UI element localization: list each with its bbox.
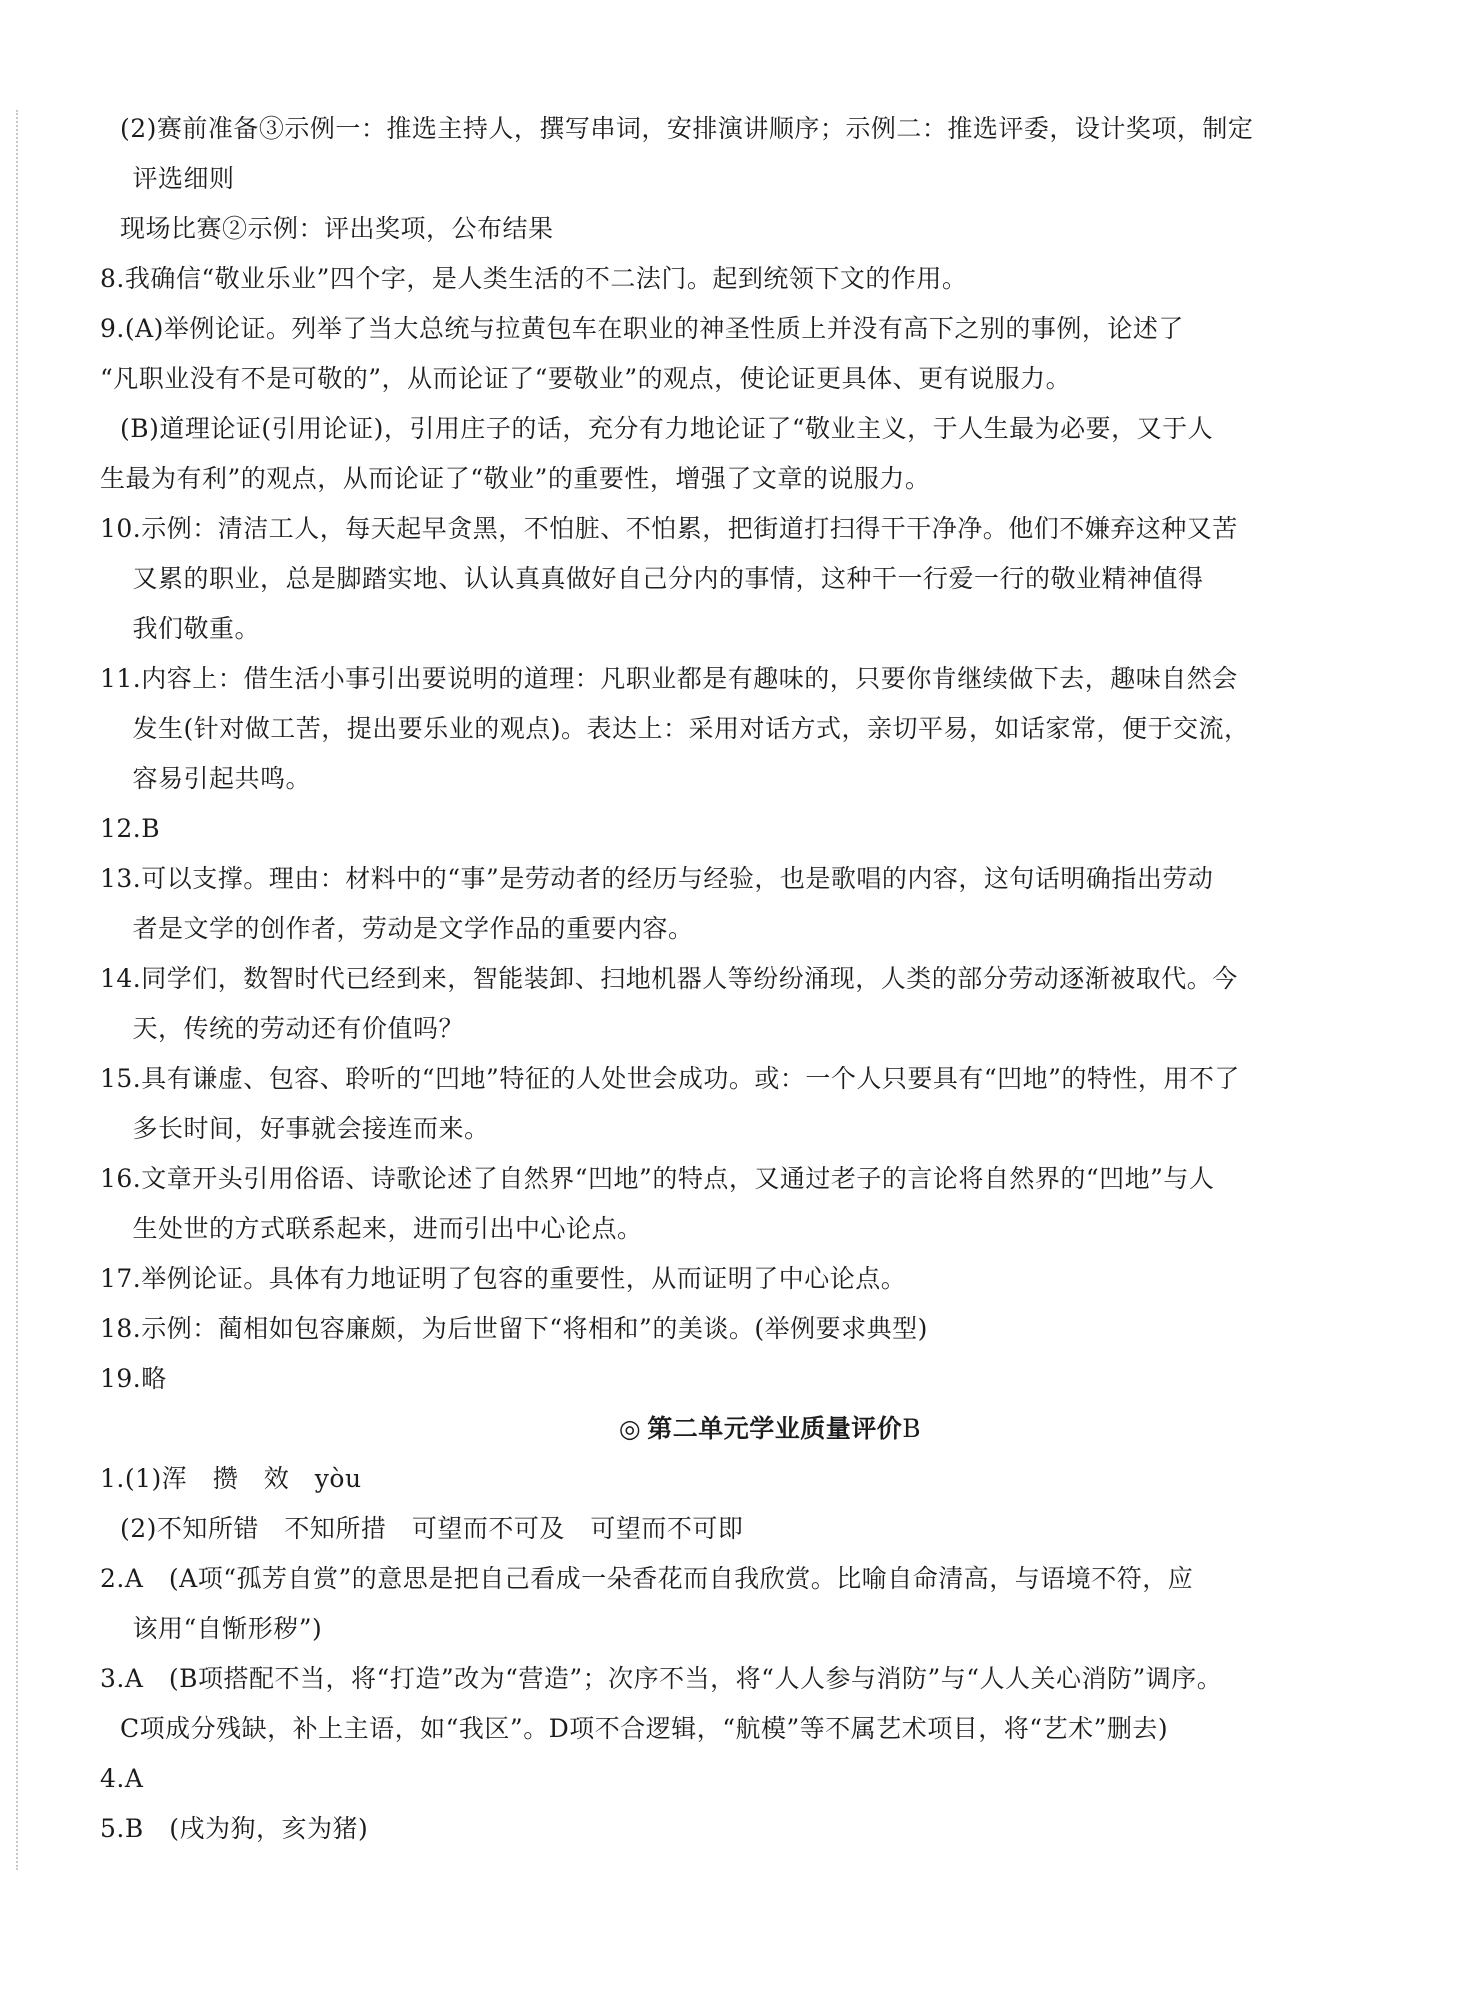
text-line: 我们敬重。 xyxy=(132,614,261,643)
text-line: 评选细则 xyxy=(132,164,235,193)
text-line: C项成分残缺，补上主语，如“我区”。D项不合逻辑，“航模”等不属艺术项目，将“艺术”删去) xyxy=(120,1714,1169,1743)
answer-item-11: 11.内容上：借生活小事引出要说明的道理：凡职业都是有趣味的，只要你肯继续做下去，趣味自然会 xyxy=(100,664,1238,693)
answer-item-1: 1.(1)浑 攒 效 yòu xyxy=(100,1464,362,1493)
text-line: 容易引起共鸣。 xyxy=(132,764,312,793)
answer-item-17: 17.举例论证。具体有力地证明了包容的重要性，从而证明了中心论点。 xyxy=(100,1264,907,1293)
text-line: (2)不知所错 不知所措 可望而不可及 可望而不可即 xyxy=(120,1514,744,1543)
text-line: 天，传统的劳动还有价值吗？ xyxy=(132,1014,465,1043)
text-line: 该用“自惭形秽”) xyxy=(132,1614,323,1643)
section-heading-title: 第二单元学业质量评价 xyxy=(647,1414,903,1443)
answer-item-4: 4.A xyxy=(100,1764,144,1793)
answer-item-2: 2.A (A项“孤芳自赏”的意思是把自己看成一朵香花而自我欣赏。比喻自命清高，与语境不符，应 xyxy=(100,1564,1194,1593)
answer-item-14: 14.同学们，数智时代已经到来，智能装卸、扫地机器人等纷纷涌现，人类的部分劳动逐渐被取代。今 xyxy=(100,964,1238,993)
section-heading-mark: ◎ xyxy=(618,1414,642,1443)
section-heading xyxy=(120,1404,1300,1454)
answer-text xyxy=(100,104,1300,1854)
answer-item-18: 18.示例：蔺相如包容廉颇，为后世留下“将相和”的美谈。(举例要求典型) xyxy=(100,1314,928,1343)
answer-item-16: 16.文章开头引用俗语、诗歌论述了自然界“凹地”的特点，又通过老子的言论将自然界的“凹地”与人 xyxy=(100,1164,1215,1193)
binding-margin-rule xyxy=(16,110,18,1870)
section-heading-suffix: B xyxy=(902,1414,922,1443)
answer-item-8: 8.我确信“敬业乐业”四个字，是人类生活的不二法门。起到统领下文的作用。 xyxy=(100,264,968,293)
answer-item-15: 15.具有谦虚、包容、聆听的“凹地”特征的人处世会成功。或：一个人只要具有“凹地”的特性，用不了 xyxy=(100,1064,1240,1093)
text-line: 现场比赛②示例：评出奖项，公布结果 xyxy=(120,214,554,243)
text-line: 多长时间，好事就会接连而来。 xyxy=(132,1114,490,1143)
answer-item-19: 19.略 xyxy=(100,1364,167,1393)
answer-item-9: 9.(A)举例论证。列举了当大总统与拉黄包车在职业的神圣性质上并没有高下之别的事例，论述了 xyxy=(100,314,1184,343)
text-line: 生最为有利”的观点，从而论证了“敬业”的重要性，增强了文章的说服力。 xyxy=(100,464,931,493)
text-line: 又累的职业，总是脚踏实地、认认真真做好自己分内的事情，这种干一行爱一行的敬业精神值得 xyxy=(132,564,1204,593)
text-line: 生处世的方式联系起来，进而引出中心论点。 xyxy=(132,1214,643,1243)
text-line: 发生(针对做工苦，提出要乐业的观点)。表达上：采用对话方式，亲切平易，如话家常，便于交流， xyxy=(132,714,1250,743)
answer-item-13: 13.可以支撑。理由：材料中的“事”是劳动者的经历与经验，也是歌唱的内容，这句话明确指出劳动 xyxy=(100,864,1214,893)
answer-item-12: 12.B xyxy=(100,814,161,843)
text-line: 者是文学的创作者，劳动是文学作品的重要内容。 xyxy=(132,914,694,943)
text-line: “凡职业没有不是可敬的”，从而论证了“要敬业”的观点，使论证更具体、更有说服力。 xyxy=(100,364,1072,393)
answer-item-5: 5.B (戌为狗，亥为猪) xyxy=(100,1814,369,1843)
answer-item-3: 3.A (B项搭配不当，将“打造”改为“营造”；次序不当，将“人人参与消防”与“人人关心消防”调序。 xyxy=(100,1664,1223,1693)
text-line: (B)道理论证(引用论证)，引用庄子的话，充分有力地论证了“敬业主义，于人生最为必要，又于人 xyxy=(120,414,1214,443)
text-line: (2)赛前准备③示例一：推选主持人，撰写串词，安排演讲顺序；示例二：推选评委，设计奖项，制定 xyxy=(120,114,1254,143)
answer-item-10: 10.示例：清洁工人，每天起早贪黑，不怕脏、不怕累，把街道打扫得干干净净。他们不嫌弃这种又苦 xyxy=(100,514,1238,543)
